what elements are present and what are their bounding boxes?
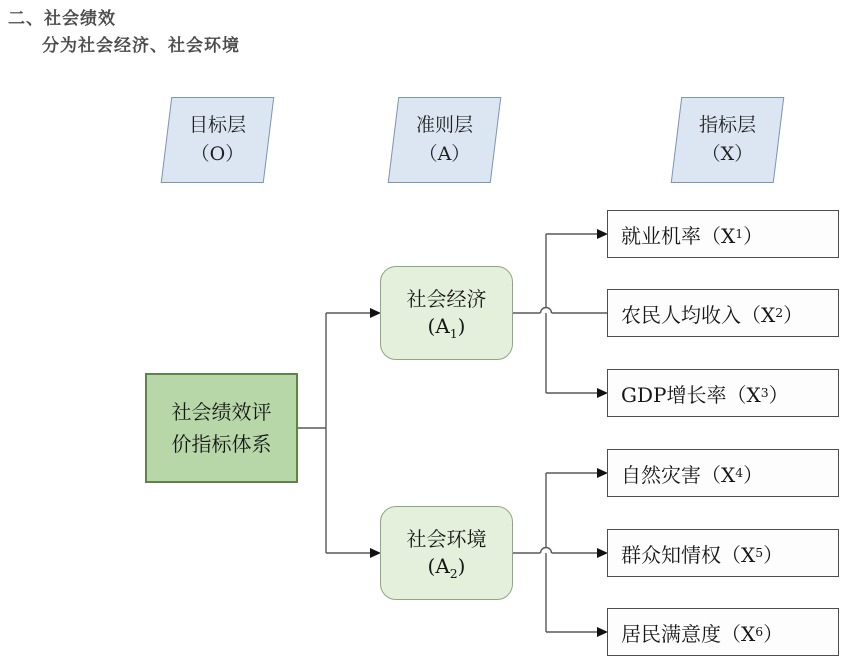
- indicator-code: （X: [701, 462, 736, 487]
- indicator-label: 群众知情权: [621, 542, 721, 567]
- indicator-box-x6: 居民满意度 （X 6 ）: [607, 608, 839, 656]
- page-subtitle: 分为社会经济、社会环境: [42, 36, 240, 55]
- layer-code: （X）: [701, 143, 754, 165]
- indicator-code: （X: [726, 382, 761, 407]
- line-hop: [541, 548, 552, 554]
- indicator-label: 自然灾害: [621, 462, 701, 487]
- layer-name: 指标层: [698, 113, 756, 136]
- goal-box-line: 价指标体系: [171, 432, 272, 456]
- criteria-box-a1: [380, 266, 513, 360]
- indicator-box-x1: 就业机率 （X 1 ）: [607, 210, 839, 258]
- criteria-code: $(A_1)$: [427, 314, 466, 341]
- goal-box: [145, 373, 298, 483]
- criteria-code: $(A_2)$: [427, 554, 466, 581]
- layer-header-indicator: [671, 97, 785, 183]
- layer-code: （O）: [190, 143, 245, 165]
- indicator-label: 居民满意度: [621, 621, 721, 646]
- indicator-box-x4: 自然灾害 （X 4 ）: [607, 449, 839, 497]
- indicator-label: GDP增长率: [621, 382, 727, 407]
- indicator-code: （X: [721, 621, 756, 646]
- indicator-box-x5: 群众知情权 （X 5 ）: [607, 529, 839, 577]
- indicator-code: （X: [741, 302, 776, 327]
- indicator-code: （X: [701, 223, 736, 248]
- indicator-label: 就业机率: [621, 223, 701, 248]
- indicator-label: 农民人均收入: [621, 302, 741, 327]
- layer-code: （A）: [418, 143, 471, 165]
- layer-name: 目标层: [188, 113, 246, 136]
- layer-header-goal: [161, 97, 275, 183]
- indicator-code: （X: [721, 542, 756, 567]
- criteria-label: 社会经济: [406, 287, 487, 311]
- line-hop: [541, 308, 552, 314]
- indicator-box-x2: 农民人均收入 （X 2 ）: [607, 289, 839, 337]
- layer-header-criteria: [388, 97, 502, 183]
- indicator-box-x3: GDP增长率 （X 3 ）: [607, 369, 839, 417]
- goal-box-line: 社会绩效评: [171, 400, 272, 424]
- criteria-box-a2: [380, 506, 513, 600]
- criteria-label: 社会环境: [406, 527, 487, 551]
- layer-name: 准则层: [415, 113, 473, 136]
- page-title: 二、社会绩效: [8, 9, 116, 28]
